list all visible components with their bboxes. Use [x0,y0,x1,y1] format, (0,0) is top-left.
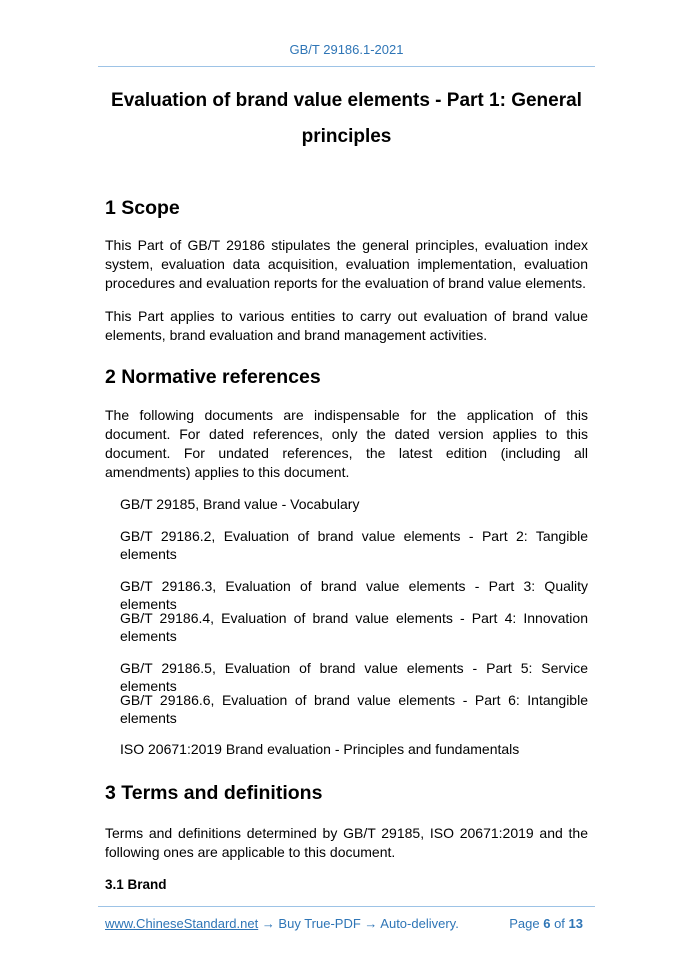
reference-item: GB/T 29186.3, Evaluation of brand value elements - Part 3: Quality elements [120,578,588,612]
of-word: of [554,916,565,931]
site-link[interactable]: www.ChineseStandard.net [105,916,259,931]
reference-item: GB/T 29186.2, Evaluation of brand value elements - Part 2: Tangible elements [120,528,588,562]
subsection-heading-brand: 3.1 Brand [105,877,167,892]
page-number: 6 [543,916,551,931]
section-heading-normative-references: 2 Normative references [105,366,321,388]
paragraph: This Part of GB/T 29186 stipulates the general principles, evaluation index system, evaluation data acquisition, evaluation implementation, evaluation procedures and evaluation reports for the evaluation of brand value elements. [105,237,588,291]
page-indicator [509,916,583,931]
paragraph: Terms and definitions determined by GB/T 29185, ISO 20671:2019 and the following ones are applicable to this document. [105,825,588,860]
footer [105,916,588,931]
footer-tagline: → Buy True-PDF → Auto-delivery. [258,916,459,931]
paragraph: This Part applies to various entities to carry out evaluation of brand value elements, brand evaluation and brand management activities. [105,308,588,343]
reference-item: GB/T 29186.4, Evaluation of brand value elements - Part 4: Innovation elements [120,610,588,644]
reference-item: GB/T 29185, Brand value - Vocabulary [120,496,360,512]
header-doc-code: GB/T 29186.1-2021 [289,42,404,57]
page-word: Page [509,916,540,931]
header-rule [98,66,595,67]
section-heading-terms: 3 Terms and definitions [105,782,323,804]
reference-item: GB/T 29186.6, Evaluation of brand value elements - Part 6: Intangible elements [120,692,588,726]
page-total: 13 [568,916,583,931]
reference-item: ISO 20671:2019 Brand evaluation - Principles and fundamentals [120,741,520,757]
paragraph: The following documents are indispensable for the application of this document. For dated references, only the dated version applies to this document. For undated references, the latest edition (including all amendments) applies to this document. [105,407,588,480]
doc-title-line1: Evaluation of brand value elements - Part 1: General [111,90,582,111]
section-heading-scope: 1 Scope [105,197,180,219]
doc-title-line2: principles [301,126,392,147]
footer-rule [98,906,595,907]
reference-item: GB/T 29186.5, Evaluation of brand value elements - Part 5: Service elements [120,660,588,694]
